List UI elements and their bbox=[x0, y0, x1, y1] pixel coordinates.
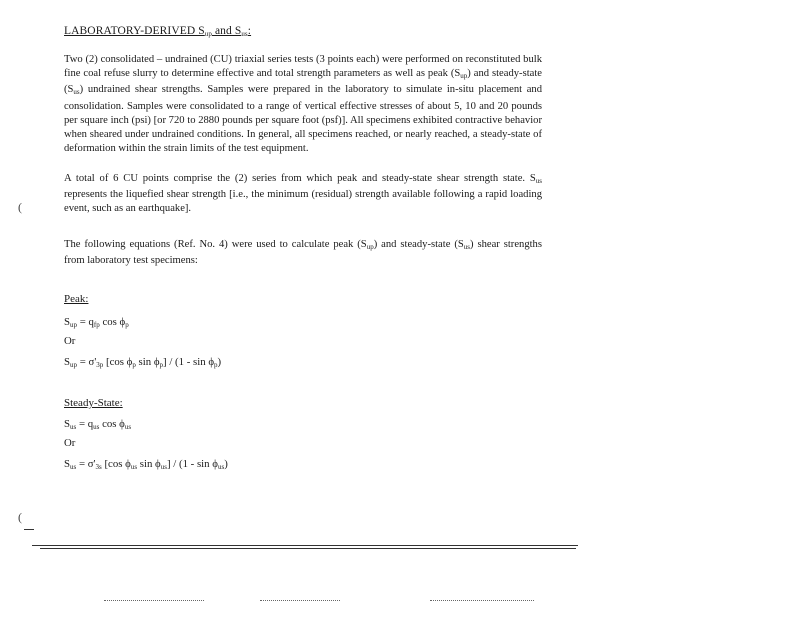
scan-mark-top: ( bbox=[18, 200, 22, 214]
footer-rule-bottom bbox=[40, 548, 576, 549]
footer-dots-1 bbox=[104, 600, 204, 603]
steady-state-equation-2: $S_{us} = \sigma'_{3s}$ [cos $\phi_{us}$ $\sin \phi_{us}] / (1$ - $\sin \phi_{us}$) bbox=[64, 458, 228, 471]
footer-rule-top bbox=[32, 545, 578, 546]
steady-state-label: Steady-State: bbox=[64, 397, 123, 409]
steady-state-equation-1: $S_{us} = q_{us}$ $\cos \phi_{us}$ bbox=[64, 418, 132, 431]
peak-equation-2: $S_{up} = \sigma'_{3p}$ [cos $\phi_p$ $\sin \phi_p] / (1$ - $\sin \phi_p$) bbox=[64, 356, 222, 369]
paragraph-intro: Two (2) consolidated – undrained (CU) triaxial series tests (3 points each) were performed on reconstituted bulk fine coal refuse slurry to determine effective and total strength parameters as well as peak $(S_{up})$ and steady-state $(S_{us})$ undrained shear strengths. Samples were prepared in the laboratory to simulate in-situ placement and consolidation. Samples were consolidated to a range of vertical effective stresses of about 5, 10 and 20 pounds per square inch (psi) [or 720 to 2880 pounds per square foot (psf)]. All specimens exhibited contractive behavior when sheared under undrained conditions. In general, all specimens reached, or nearly reached, a steady-state of deformation within the strain limits of the test equipment. bbox=[64, 54, 542, 155]
margin-tick bbox=[24, 529, 34, 530]
peak-or: Or bbox=[64, 335, 76, 347]
paragraph-cu-points: A total of 6 CU points comprise the (2) series from which peak and steady-state shear strength state. $S_{us}$ represents the liquefied shear strength [i.e., the minimum (residual) strength available following a rapid loading event, such as an earthquake]. bbox=[64, 173, 542, 215]
steady-state-or: Or bbox=[64, 437, 76, 449]
scan-mark-bottom: ( bbox=[18, 510, 22, 524]
footer-dots-2 bbox=[260, 600, 340, 603]
peak-equation-1: $S_{up} = q_{fp}$ $\cos \phi_p$ bbox=[64, 316, 129, 329]
paragraph-equations-intro: The following equations (Ref. No. 4) were used to calculate peak $(S_{up})$ and steady-state $(S_{us})$ shear strengths from laboratory test specimens: bbox=[64, 239, 542, 267]
section-heading: LABORATORY-DERIVED $S_{up}$ and $S_{us}$: bbox=[64, 25, 252, 38]
footer-dots-3 bbox=[430, 600, 534, 603]
peak-label: Peak: bbox=[64, 293, 89, 305]
